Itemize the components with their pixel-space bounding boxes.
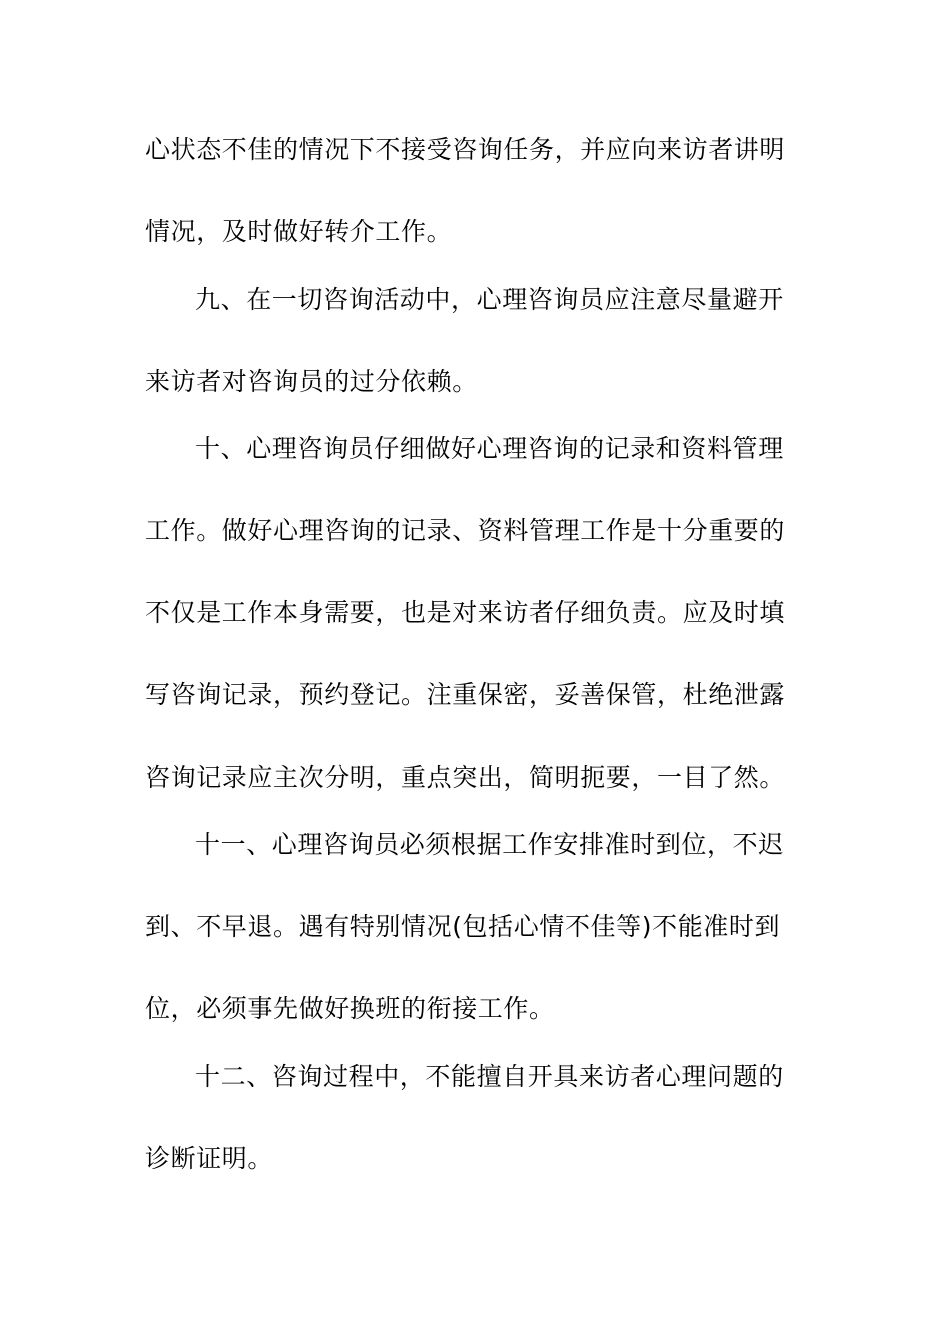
text-line: 心状态不佳的情况下不接受咨询任务，并应向来访者讲明 [145, 135, 786, 164]
paragraph-heading-10: 十、心理咨询员仔细做好心理咨询的记录和资料管理 [195, 434, 784, 463]
text-line: 诊断证明。 [145, 1144, 274, 1173]
text-line: 位，必须事先做好换班的衔接工作。 [145, 994, 555, 1023]
text-line: 不仅是工作本身需要，也是对来访者仔细负责。应及时填 [145, 598, 786, 627]
paragraph-heading-11: 十一、心理咨询员必须根据工作安排准时到位，不迟 [195, 830, 784, 859]
paragraph-heading-9: 九、在一切咨询活动中，心理咨询员应注意尽量避开 [195, 285, 784, 314]
text-line: 来访者对咨询员的过分依赖。 [145, 367, 478, 396]
text-line: 写咨询记录，预约登记。注重保密，妥善保管，杜绝泄露 [145, 680, 786, 709]
text-line: 到、不早退。遇有特别情况(包括心情不佳等)不能准时到 [145, 912, 781, 941]
paragraph-heading-12: 十二、咨询过程中，不能擅自开具来访者心理问题的 [195, 1062, 784, 1091]
text-line: 咨询记录应主次分明，重点突出，简明扼要，一目了然。 [145, 763, 786, 792]
text-line: 工作。做好心理咨询的记录、资料管理工作是十分重要的 [145, 516, 786, 545]
text-line: 情况，及时做好转介工作。 [145, 217, 453, 246]
